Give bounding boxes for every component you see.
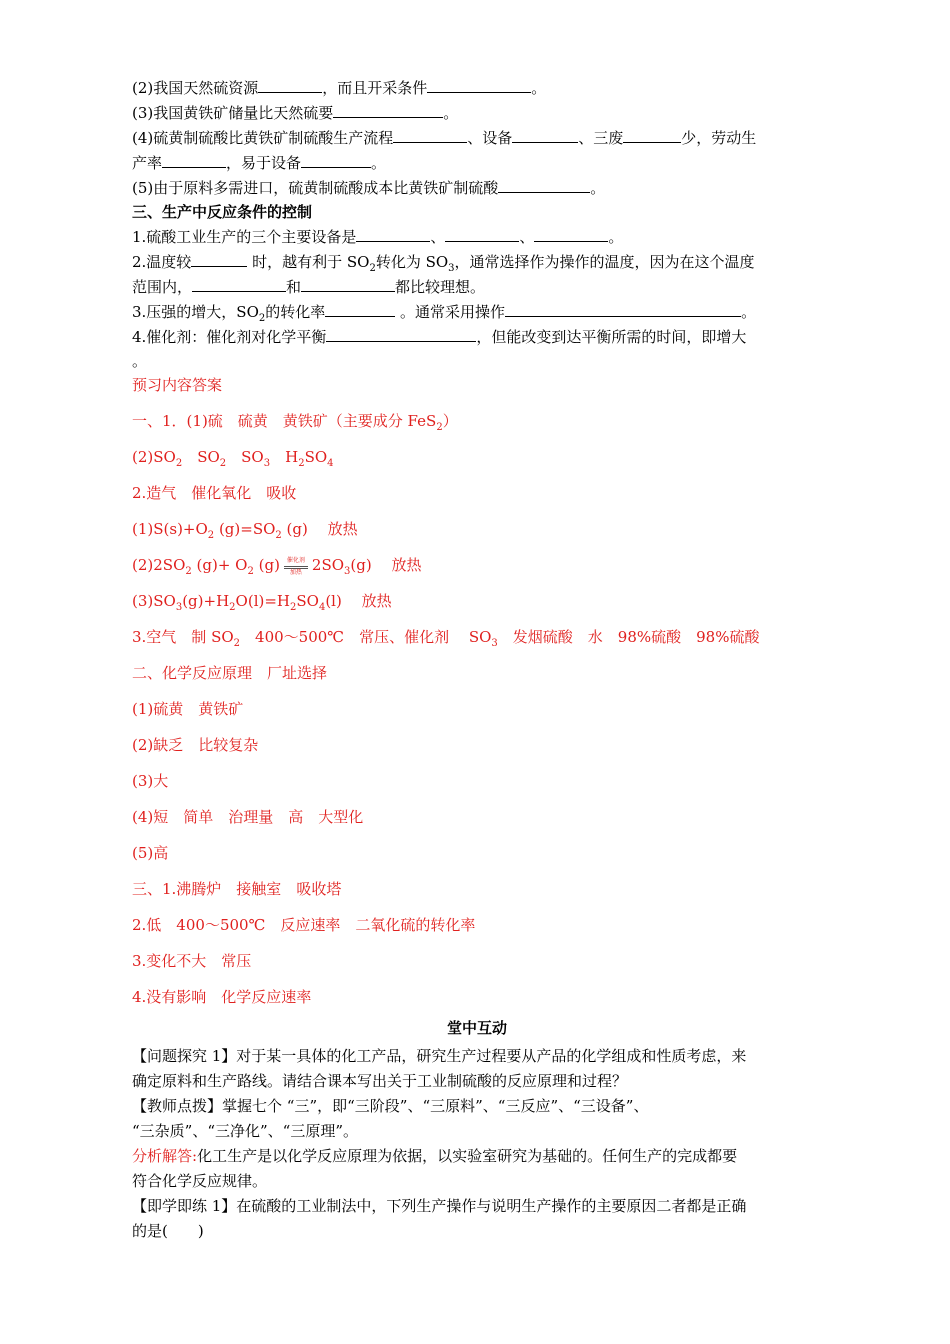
text: ，但能改变到达平衡所需的时间，即增大 bbox=[476, 328, 747, 346]
text: 3.空气 制 SO bbox=[132, 628, 234, 646]
answer-blank bbox=[534, 227, 608, 242]
subscript: 2 bbox=[233, 638, 241, 649]
text: (1)S(s)+O bbox=[132, 520, 208, 538]
subscript: 2 bbox=[290, 602, 297, 613]
text: 2SO bbox=[311, 556, 345, 574]
paragraph-line: 【教师点拨】掌握七个 “三”，即“三阶段”、“三原料”、“三反应”、“三设备”、 bbox=[132, 1097, 649, 1115]
text: ） bbox=[442, 412, 458, 430]
paragraph-line: 【问题探究 1】对于某一具体的化工产品，研究生产过程要从产品的化学组成和性质考虑，来 bbox=[132, 1047, 747, 1065]
answer-line bbox=[132, 519, 358, 539]
answer-blank bbox=[498, 178, 590, 193]
text: 。 bbox=[371, 154, 387, 172]
answer-line: (3)大 bbox=[132, 772, 169, 790]
text: SO bbox=[296, 592, 319, 610]
paragraph-line bbox=[132, 1146, 737, 1166]
text: 400～500℃ 常压、催化剂 SO bbox=[240, 628, 492, 646]
text: (3)SO bbox=[132, 592, 176, 610]
text: SO bbox=[182, 448, 220, 466]
answer-blank bbox=[512, 128, 578, 143]
text: 时，越有利于 SO bbox=[247, 253, 370, 271]
answer-blank bbox=[191, 252, 247, 267]
answer-blank bbox=[505, 302, 741, 317]
paragraph-line: 确定原料和生产路线。请结合课本写出关于工业制硫酸的反应原理和过程？ bbox=[132, 1072, 628, 1090]
text: 、 bbox=[430, 228, 446, 246]
text: H bbox=[270, 448, 299, 466]
s3-question-3 bbox=[132, 302, 756, 322]
text: (5)由于原料多需进口，硫黄制硫酸成本比黄铁矿制硫酸 bbox=[132, 179, 499, 197]
text: (4)硫黄制硫酸比黄铁矿制硫酸生产流程 bbox=[132, 129, 394, 147]
subscript: 2 bbox=[219, 458, 227, 469]
subscript: 3 bbox=[448, 263, 455, 274]
answer-blank bbox=[301, 277, 395, 292]
subscript: 2 bbox=[207, 530, 215, 541]
subscript: 2 bbox=[175, 458, 183, 469]
arrow-condition-top: 催化剂 bbox=[286, 557, 305, 564]
answer-blank bbox=[623, 128, 681, 143]
s3-question-4-end: 。 bbox=[132, 352, 148, 370]
answer-blank bbox=[301, 153, 371, 168]
text: 和 bbox=[286, 278, 302, 296]
answer-line bbox=[132, 447, 334, 467]
text: ，易于设备 bbox=[226, 154, 302, 172]
text: (2)2SO bbox=[132, 556, 186, 574]
text: 化工生产是以化学反应原理为依据，以实验室研究为基础的。任何生产的完成都要 bbox=[197, 1147, 738, 1165]
answer-line bbox=[132, 411, 458, 431]
subscript: 2 bbox=[298, 458, 305, 469]
answer-blank bbox=[356, 227, 430, 242]
answer-line: 2.造气 催化氧化 吸收 bbox=[132, 484, 297, 502]
question-4-line bbox=[132, 128, 756, 148]
answer-line: 二、化学反应原理 厂址选择 bbox=[132, 664, 328, 682]
answer-blank bbox=[333, 103, 443, 118]
subscript: 2 bbox=[258, 313, 266, 324]
text: (2)SO bbox=[132, 448, 176, 466]
answer-line: 2.低 400～500℃ 反应速率 二氧化硫的转化率 bbox=[132, 916, 476, 934]
text: 。 bbox=[590, 179, 606, 197]
text: 、 bbox=[519, 228, 535, 246]
answer-line: (5)高 bbox=[132, 844, 169, 862]
text: 。 bbox=[443, 104, 459, 122]
answer-blank bbox=[192, 277, 286, 292]
s3-question-2-line-2 bbox=[132, 277, 485, 297]
text: 的转化率 bbox=[265, 303, 326, 321]
text: (l) 放热 bbox=[325, 592, 392, 610]
answer-blank bbox=[326, 327, 476, 342]
answer-line: 4.没有影响 化学反应速率 bbox=[132, 988, 312, 1006]
text: ，通常选择作为操作的温度，因为在这个温度 bbox=[454, 253, 755, 271]
text: (g) bbox=[253, 556, 280, 574]
answer-blank bbox=[258, 78, 322, 93]
paragraph-line: 符合化学反应规律。 bbox=[132, 1172, 268, 1190]
answer-blank bbox=[325, 302, 395, 317]
text: O(l)=H bbox=[235, 592, 290, 610]
text: (g)=SO bbox=[214, 520, 276, 538]
subscript: 2 bbox=[247, 566, 254, 577]
paragraph-line: 的是( ) bbox=[132, 1222, 204, 1240]
text: (3)我国黄铁矿储量比天然硫要 bbox=[132, 104, 334, 122]
text: 。 bbox=[531, 79, 547, 97]
section-title: 堂中互动 bbox=[446, 1019, 507, 1037]
paragraph-line: 【即学即练 1】在硫酸的工业制法中，下列生产操作与说明生产操作的主要原因二者都是正确 bbox=[132, 1197, 747, 1215]
subscript: 2 bbox=[369, 263, 376, 274]
section-3-heading: 三、生产中反应条件的控制 bbox=[132, 203, 313, 221]
s3-question-1 bbox=[132, 227, 623, 247]
answer-line: (2)缺乏 比较复杂 bbox=[132, 736, 259, 754]
text: (g) 放热 bbox=[281, 520, 358, 538]
answer-line: 三、1.沸腾炉 接触室 吸收塔 bbox=[132, 880, 342, 898]
subscript: 2 bbox=[185, 566, 192, 577]
text: (2)我国天然硫资源 bbox=[132, 79, 259, 97]
text: 。 bbox=[608, 228, 624, 246]
analysis-label: 分析解答: bbox=[132, 1147, 198, 1165]
text: 2.温度较 bbox=[132, 253, 192, 271]
text: (g) 放热 bbox=[350, 556, 422, 574]
arrow-condition-bottom: 加热 bbox=[289, 569, 302, 576]
question-5-line bbox=[132, 178, 605, 198]
subscript: 3 bbox=[344, 566, 351, 577]
subscript: 3 bbox=[175, 602, 183, 613]
text: ，而且开采条件 bbox=[322, 79, 428, 97]
text: 。 bbox=[741, 303, 757, 321]
s3-question-4 bbox=[132, 327, 746, 347]
subscript: 3 bbox=[263, 458, 271, 469]
answer-line bbox=[132, 555, 422, 576]
text: 转化为 SO bbox=[375, 253, 449, 271]
text: 。通常采用操作 bbox=[395, 303, 506, 321]
text: 1.硫酸工业生产的三个主要设备是 bbox=[132, 228, 357, 246]
text: 都比较理想。 bbox=[395, 278, 486, 296]
answer-line: (4)短 简单 治理量 高 大型化 bbox=[132, 808, 364, 826]
text: 产率 bbox=[132, 154, 163, 172]
answer-blank bbox=[393, 128, 467, 143]
answer-line bbox=[132, 591, 392, 611]
subscript: 3 bbox=[491, 638, 498, 649]
text: SO bbox=[226, 448, 264, 466]
s3-question-2 bbox=[132, 252, 755, 272]
answer-blank bbox=[427, 78, 531, 93]
text: (g)+H bbox=[182, 592, 230, 610]
answer-line bbox=[132, 627, 759, 647]
answer-line: (1)硫黄 黄铁矿 bbox=[132, 700, 244, 718]
text: 3.压强的增大，SO bbox=[132, 303, 259, 321]
equilibrium-arrow-icon bbox=[282, 556, 310, 576]
text: 4.催化剂：催化剂对化学平衡 bbox=[132, 328, 327, 346]
subscript: 4 bbox=[318, 602, 326, 613]
subscript: 2 bbox=[275, 530, 282, 541]
question-3-line bbox=[132, 103, 458, 123]
question-4-line-2 bbox=[132, 153, 386, 173]
answers-title: 预习内容答案 bbox=[132, 376, 223, 394]
subscript: 2 bbox=[436, 422, 443, 433]
text: (g)+ O bbox=[191, 556, 248, 574]
paragraph-line: “三杂质”、“三净化”、“三原理”。 bbox=[132, 1122, 359, 1140]
text: 范围内， bbox=[132, 278, 193, 296]
text: SO bbox=[304, 448, 328, 466]
text: 、三废 bbox=[578, 129, 624, 147]
subscript: 2 bbox=[229, 602, 236, 613]
answer-blank bbox=[162, 153, 226, 168]
text: 、设备 bbox=[467, 129, 513, 147]
text: 发烟硫酸 水 98%硫酸 98%硫酸 bbox=[497, 628, 760, 646]
answer-blank bbox=[445, 227, 519, 242]
text: 少，劳动生 bbox=[681, 129, 757, 147]
subscript: 4 bbox=[327, 458, 334, 469]
answer-line: 3.变化不大 常压 bbox=[132, 952, 252, 970]
text: 一、1．(1)硫 硫黄 黄铁矿（主要成分 FeS bbox=[132, 412, 437, 430]
question-2-line bbox=[132, 78, 546, 98]
